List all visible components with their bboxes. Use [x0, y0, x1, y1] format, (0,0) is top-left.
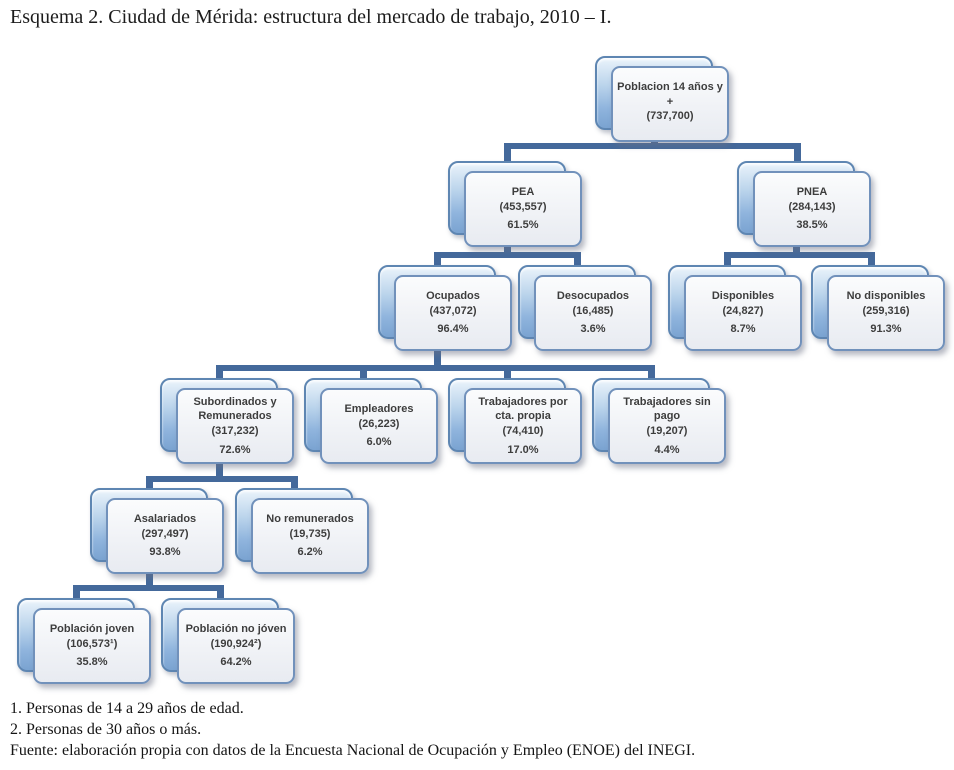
node-card [320, 388, 438, 464]
node-label: Disponibles [711, 290, 775, 303]
node-label: Ocupados [426, 290, 480, 303]
node-percent: 3.6% [580, 323, 606, 336]
node-percent: 38.5% [796, 219, 828, 232]
node-card [534, 275, 652, 351]
node-percent: 91.3% [870, 323, 902, 336]
footnote-1: 1. Personas de 14 a 29 años de edad. [10, 700, 244, 717]
node-value: (317,232) [211, 425, 259, 437]
page-title: Esquema 2. Ciudad de Mérida: estructura del mercado de trabajo, 2010 – I. [10, 6, 612, 28]
node-no-disponibles [811, 265, 945, 351]
node-card [827, 275, 945, 351]
node-asalariados [90, 488, 224, 574]
node-value: (19,207) [646, 425, 688, 437]
node-value: (737,700) [646, 110, 694, 123]
footnotes [10, 698, 695, 761]
node-label: Trabajadores sin pago [623, 395, 711, 423]
node-card [464, 171, 582, 247]
node-label: PEA [511, 186, 535, 199]
node-value: (437,072) [429, 304, 477, 317]
footnote-2: 2. Personas de 30 años o más. [10, 721, 202, 738]
node-trabajadores-sin-pago [592, 378, 726, 464]
node-pea [448, 161, 582, 247]
connector-l2-bar [504, 143, 801, 149]
node-percent: 93.8% [149, 546, 181, 559]
node-card [106, 498, 224, 574]
connector-pea-children-bar [434, 252, 581, 258]
node-label: No disponibles [846, 290, 926, 303]
node-percent: 35.8% [76, 656, 108, 669]
connector-subordinados-children-bar [146, 476, 298, 482]
node-percent: 6.2% [297, 546, 323, 559]
node-card [608, 388, 726, 464]
node-value: (16,485) [572, 304, 614, 317]
connector-ocupados-children-bar [216, 365, 655, 371]
node-value: (19,735) [289, 527, 331, 540]
node-value: (74,410) [502, 425, 544, 437]
node-value: (259,316) [862, 304, 910, 317]
node-empleadores [304, 378, 438, 464]
node-label: PNEA [796, 186, 828, 199]
connector-pnea-children-bar [724, 252, 875, 258]
node-card [33, 608, 151, 684]
node-value: (106,573¹) [66, 637, 118, 650]
node-label: Desocupados [556, 290, 630, 303]
node-label: Asalariados [133, 513, 197, 526]
node-label: Población joven [49, 623, 135, 636]
node-card [464, 388, 582, 464]
node-value: (297,497) [141, 527, 189, 540]
node-label: Trabajadores por cta. propia [478, 395, 568, 423]
node-percent: 72.6% [219, 443, 251, 456]
node-desocupados [518, 265, 652, 351]
node-value: (284,143) [788, 200, 836, 213]
node-percent: 61.5% [507, 219, 539, 232]
node-card [251, 498, 369, 574]
node-label: Empleadores [344, 403, 414, 416]
node-value: (26,223) [358, 417, 400, 430]
node-no-remunerados [235, 488, 369, 574]
node-disponibles [668, 265, 802, 351]
node-percent: 6.0% [366, 436, 392, 449]
node-value: (24,827) [722, 304, 764, 317]
node-ocupados [378, 265, 512, 351]
node-percent: 17.0% [507, 443, 539, 456]
node-label: Poblacion 14 años y + [617, 81, 723, 108]
node-card [753, 171, 871, 247]
source-note: Fuente: elaboración propia con datos de la Encuesta Nacional de Ocupación y Empleo (ENOE) del INEGI. [10, 742, 696, 759]
node-card [177, 608, 295, 684]
node-card [176, 388, 294, 464]
node-label: No remunerados [266, 513, 354, 526]
node-value: (453,557) [499, 200, 547, 213]
node-card [684, 275, 802, 351]
node-percent: 4.4% [654, 443, 680, 456]
node-trabajadores-cta-propia [448, 378, 582, 464]
node-percent: 96.4% [437, 323, 469, 336]
connector-asalariados-children-bar [73, 585, 224, 591]
node-poblacion-joven [17, 598, 151, 684]
node-subordinados-remunerados [160, 378, 294, 464]
node-card [611, 66, 729, 142]
node-card [394, 275, 512, 351]
node-poblacion-14 [595, 56, 729, 142]
node-percent: 8.7% [730, 323, 756, 336]
node-poblacion-no-joven [161, 598, 295, 684]
node-label: Población no jóven [185, 623, 287, 636]
node-pnea [737, 161, 871, 247]
node-label: Subordinados y Remunerados [193, 395, 277, 423]
node-value: (190,924²) [210, 637, 262, 650]
node-percent: 64.2% [220, 656, 252, 669]
